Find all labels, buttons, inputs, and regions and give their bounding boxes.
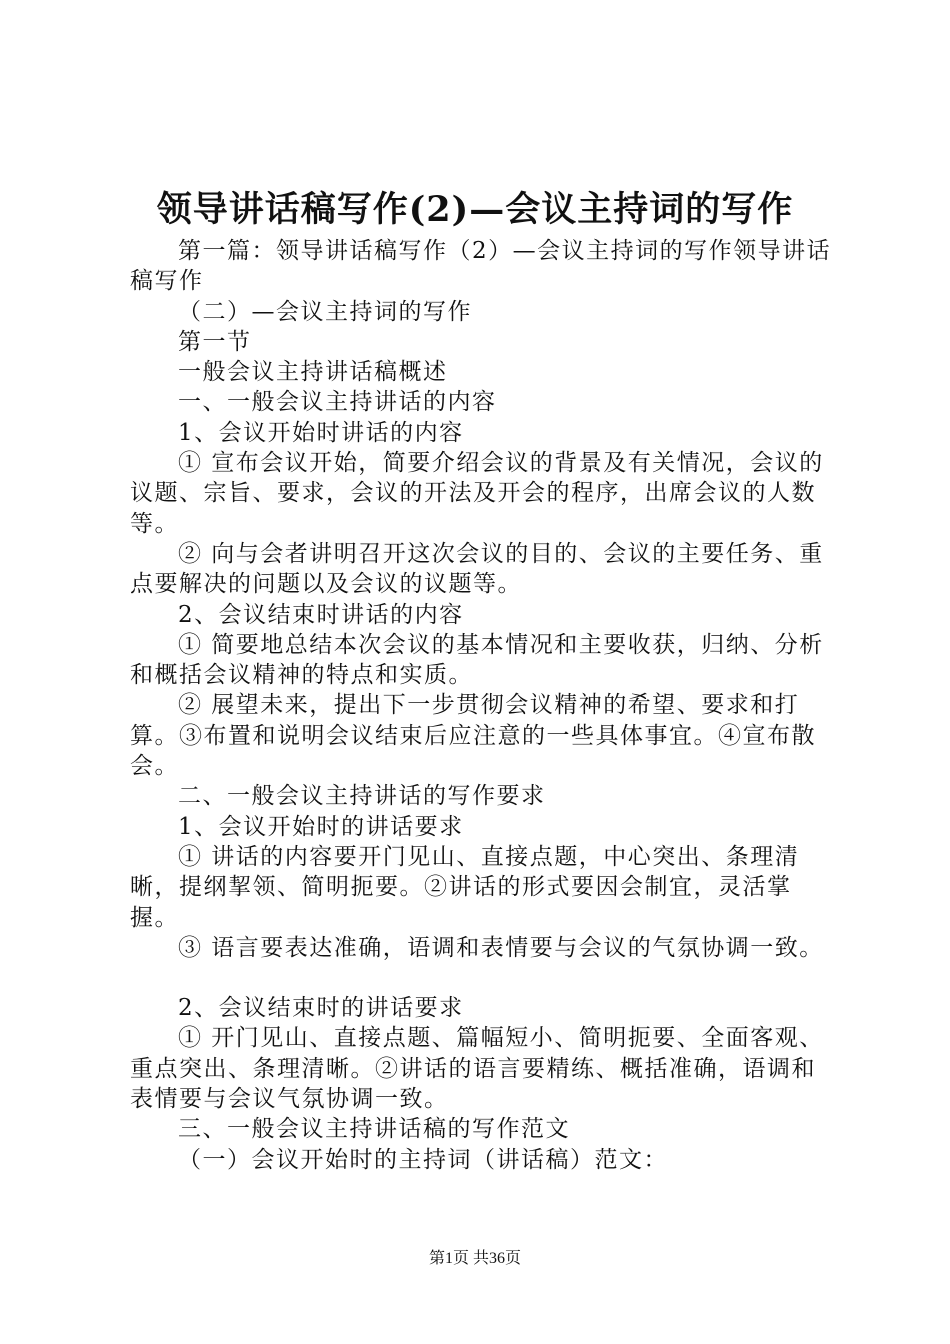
paragraph: （一）会议开始时的主持词（讲话稿）范文： — [178, 1146, 668, 1173]
document-title: 领导讲话稿写作(2)—会议主持词的写作 — [156, 189, 794, 230]
blank-line — [130, 963, 840, 993]
paragraph: 第一节 — [178, 328, 252, 355]
paragraph: ① 简要地总结本次会议的基本情况和主要收获，归纳、分析和概括会议精神的特点和实质。 — [130, 631, 824, 689]
page-footer: 第1页 共36页 — [428, 1250, 521, 1267]
paragraph: ② 向与会者讲明召开这次会议的目的、会议的主要任务、重点要解决的问题以及会议的议题等。 — [130, 540, 824, 598]
paragraph: ② 展望未来，提出下一步贯彻会议精神的希望、要求和打算。③布置和说明会议结束后应注意的一些具体事宜。④宣布散会。 — [130, 692, 816, 780]
document-body — [130, 236, 840, 1175]
paragraph: 一般会议主持讲话稿概述 — [178, 359, 448, 386]
subsection-heading: 1、会议开始时讲话的内容 — [178, 419, 464, 446]
subsection-heading: 1、会议开始时的讲话要求 — [178, 813, 464, 840]
subsection-heading: 2、会议结束时的讲话要求 — [178, 995, 464, 1022]
paragraph: ① 宣布会议开始，简要介绍会议的背景及有关情况，会议的议题、宗旨、要求，会议的开法及开会的程序，出席会议的人数等。 — [130, 450, 824, 537]
section-heading: 三、一般会议主持讲话稿的写作范文 — [178, 1116, 570, 1143]
paragraph: ③ 语言要表达准确，语调和表情要与会议的气氛协调一致。 — [178, 934, 824, 961]
section-heading: 二、一般会议主持讲话的写作要求 — [178, 783, 546, 810]
section-heading: 一、一般会议主持讲话的内容 — [178, 389, 497, 416]
paragraph: ① 开门见山、直接点题、篇幅短小、简明扼要、全面客观、重点突出、条理清晰。②讲话的语言要精练、概括准确，语调和表情要与会议气氛协调一致。 — [130, 1025, 824, 1113]
paragraph: ① 讲话的内容要开门见山、直接点题，中心突出、条理清晰，提纲挈领、简明扼要。②讲话的形式要因会制宜，灵活掌握。 — [130, 843, 800, 931]
paragraph: （二）—会议主持词的写作 — [178, 298, 472, 325]
paragraph: 第一篇：领导讲话稿写作（2）—会议主持词的写作领导讲话稿写作 — [130, 238, 832, 295]
subsection-heading: 2、会议结束时讲话的内容 — [178, 601, 464, 628]
